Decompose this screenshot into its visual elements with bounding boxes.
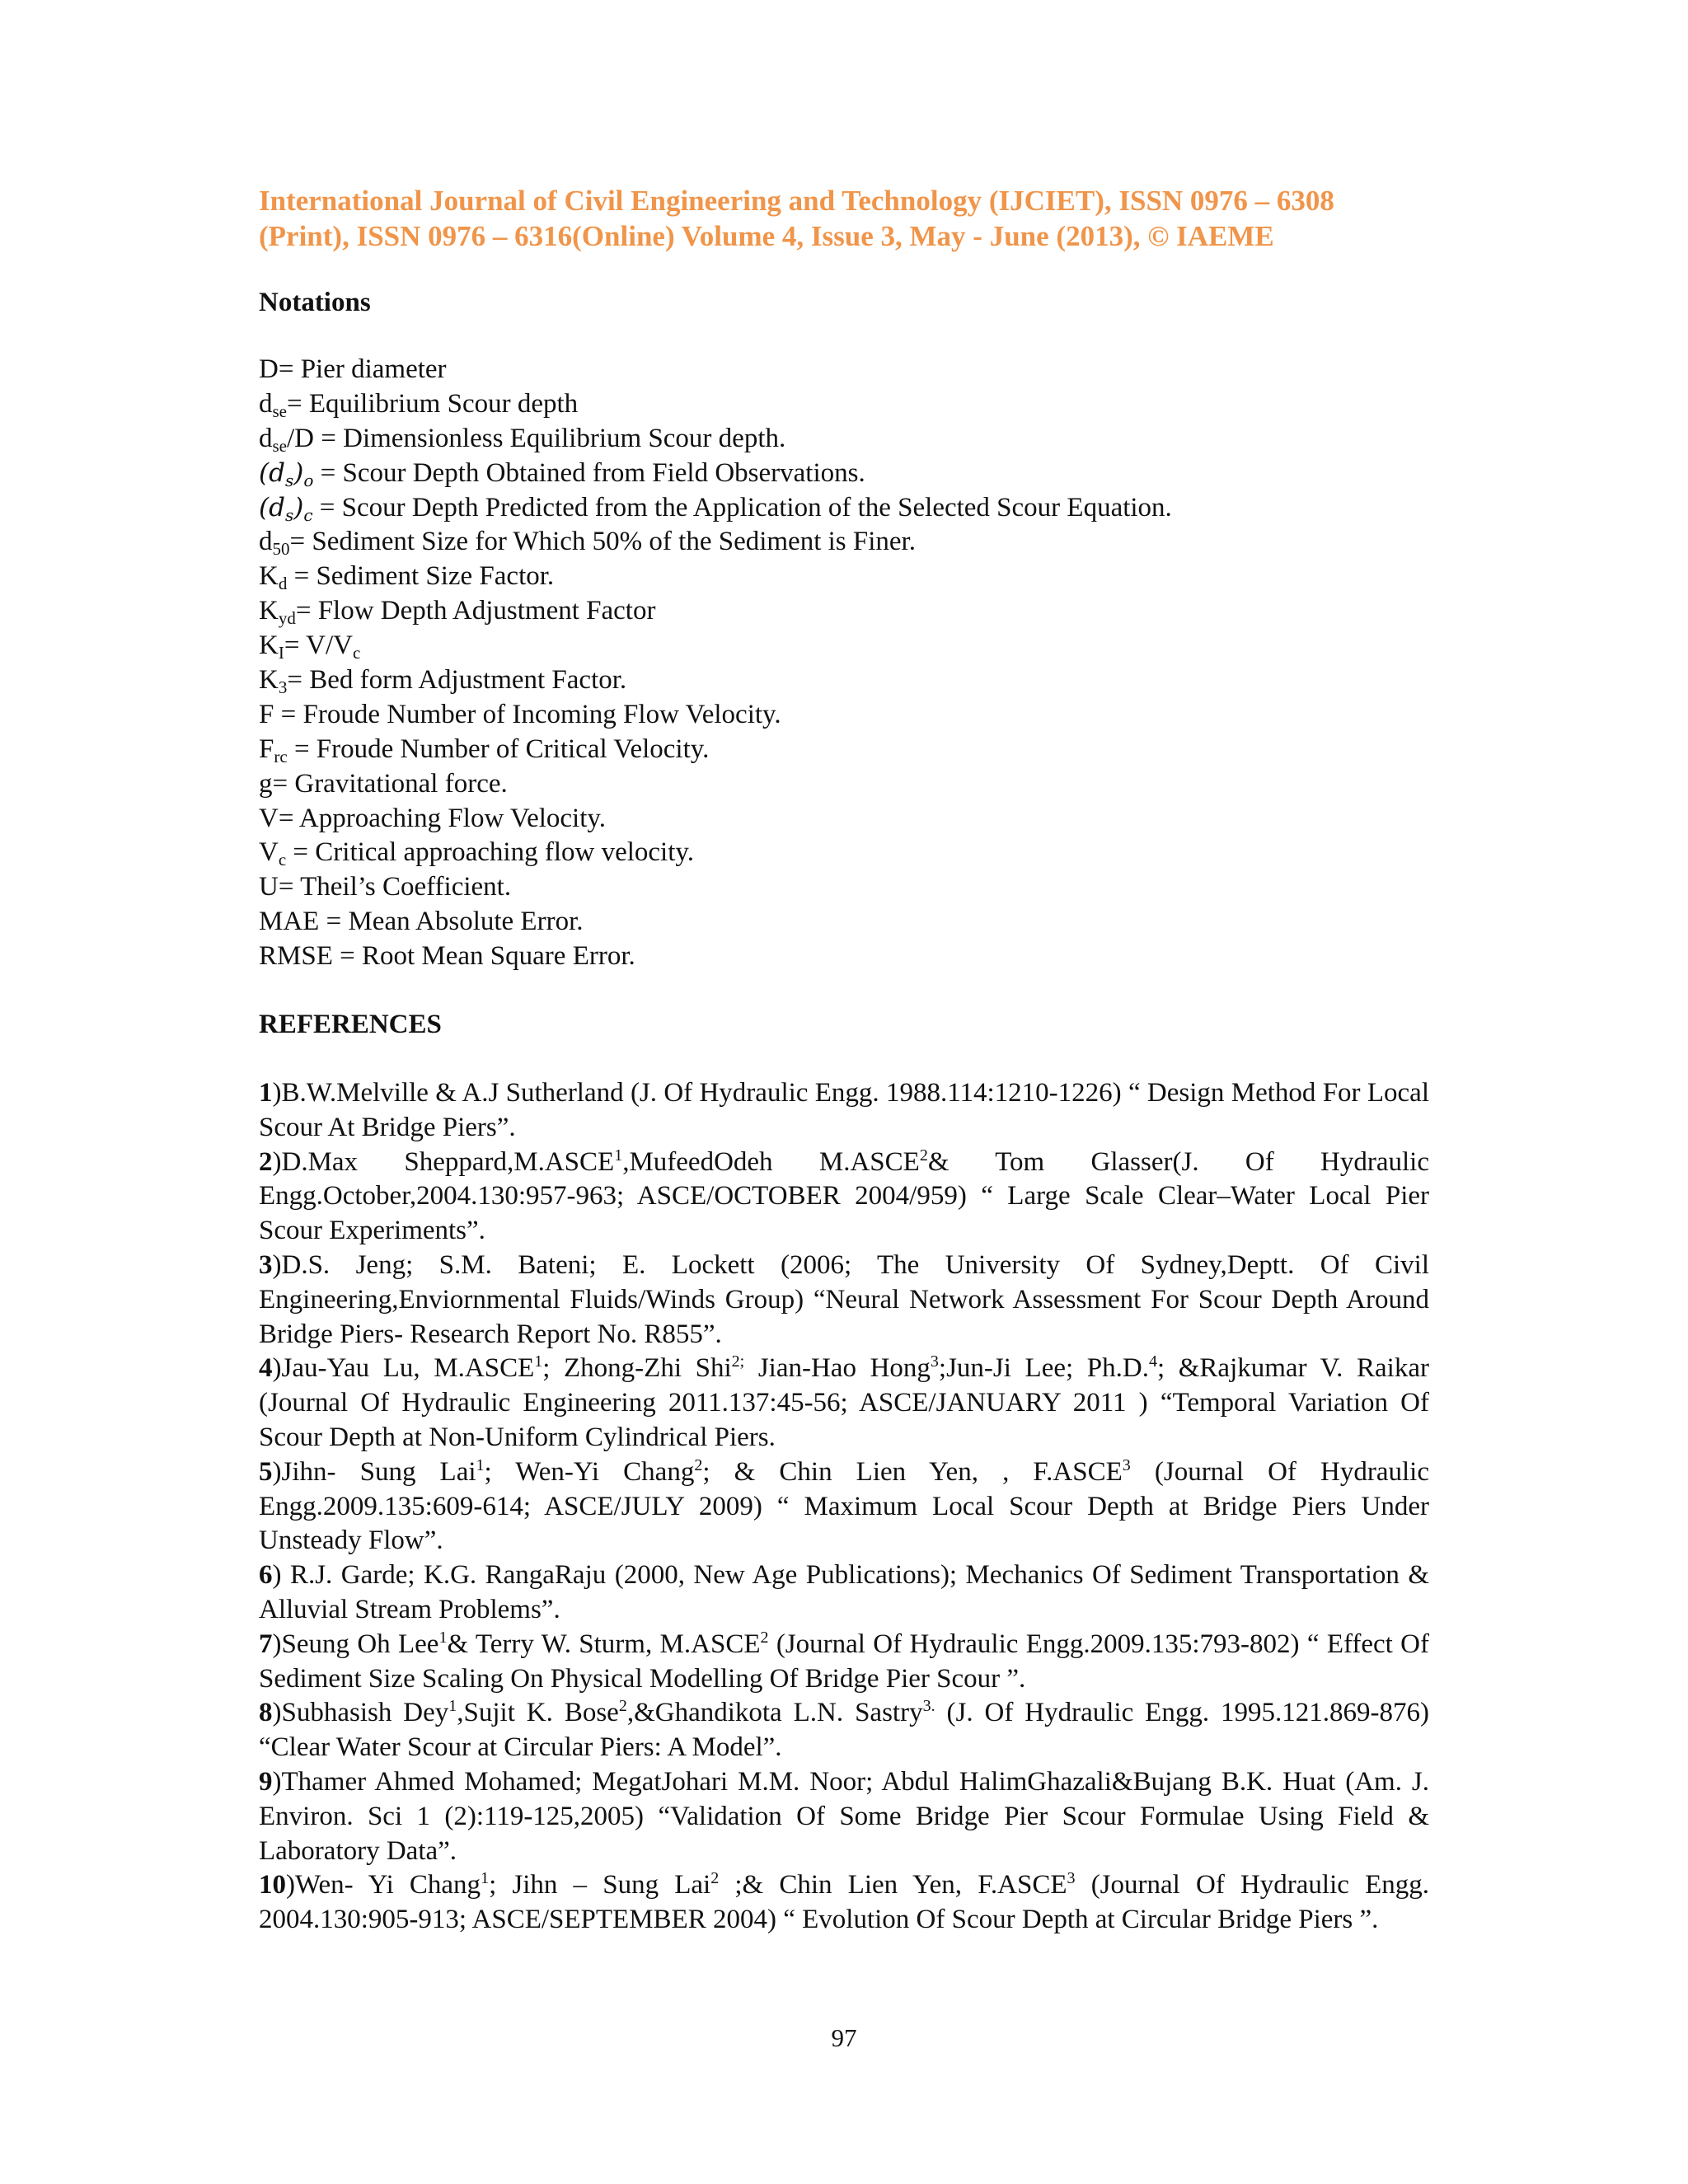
notation-definition: = Pier diameter [278,354,447,384]
reference-number: 10 [259,1870,286,1900]
notation-item [259,905,1429,940]
notation-definition: = Gravitational force. [272,768,508,799]
notation-item [259,594,1429,629]
notation-item [259,457,1429,491]
notation-definition: = Sediment Size Factor. [287,561,555,592]
reference-item: 8)Subhasish Dey$^1$,Sujit K. Bose$^2$,&Ghandikota L.N. Sastry$^{3.}$ (J. Of Hydraulic Engg. 1995.121.869-876) “Clear Water Scour at Circular Piers: A Model”. [259,1697,1429,1763]
notation-symbol: $d_{se}$ [259,388,287,421]
notation-symbol: $V_c$ [259,837,287,870]
notation-symbol: U [259,872,279,902]
notation-symbol: $d_{50}$ [259,527,290,560]
notation-symbol: $(d_s)_c$ [259,492,313,525]
reference-number: 8 [259,1698,273,1728]
notation-symbol: $K_d$ [259,561,288,594]
notation-item [259,353,1429,387]
notation-item [259,560,1429,594]
reference-number: 1 [259,1078,273,1108]
notation-symbol: V [259,803,279,833]
notation-definition: = Scour Depth Predicted from the Application of the Selected Scour Equation. [312,492,1172,523]
notation-definition: = Froude Number of Incoming Flow Velocity. [274,699,781,729]
reference-number: 3 [259,1249,273,1280]
reference-item: 2)D.Max Sheppard,M.ASCE$^1$,MufeedOdeh M.ASCE$^2$& Tom Glasser(J. Of Hydraulic Engg.October,2004.130:957-963; ASCE/OCTOBER 2004/959) “ Large Scale Clear–Water Local Pier Scour Experiments”. [259,1146,1429,1246]
notation-symbol: F [259,699,274,729]
notations-heading: Notations [259,288,371,317]
notation-symbol: RMSE [259,941,333,972]
reference-number: 4 [259,1353,273,1384]
notation-symbol: $d_{se}$ [259,423,287,456]
reference-number: 2 [259,1146,273,1177]
notation-item [259,525,1429,560]
reference-item: 6) R.J. Garde; K.G. RangaRaju (2000, New Age Publications); Mechanics Of Sediment Transportation & Alluvial Stream Problems”. [259,1560,1429,1624]
notation-item [259,767,1429,802]
notation-item: $K_I= V/V_c$ [259,630,361,663]
notation-symbol: MAE [259,907,320,937]
reference-number: 9 [259,1766,273,1797]
notation-symbol: D [259,354,279,384]
notation-item [259,836,1429,870]
reference-item: 5)Jihn- Sung Lai$^1$; Wen-Yi Chang$^2$; & Chin Lien Yen, , F.ASCE$^3$ (Journal Of Hydraulic Engg.2009.135:609-614; ASCE/JULY 2009) “ Maximum Local Scour Depth at Bridge Piers Under Unsteady Flow”. [259,1455,1429,1556]
notation-item [259,802,1429,837]
reference-number: 6 [259,1560,273,1591]
notation-symbol: $K_3$ [259,665,288,698]
notation-definition: /D = Dimensionless Equilibrium Scour depth. [287,423,786,453]
notation-definition: = Root Mean Square Error. [332,941,635,972]
references-list [259,1076,1429,1938]
page-number: 97 [831,2023,857,2052]
notation-definition: = Theil’s Coefficient. [278,872,512,902]
reference-number: 5 [259,1456,273,1487]
references-heading: REFERENCES [259,1010,442,1039]
reference-number: 7 [259,1629,273,1659]
reference-item: 7)Seung Oh Lee$^1$& Terry W. Sturm, M.ASCE$^2$ (Journal Of Hydraulic Engg.2009.135:793-802) “ Effect Of Sediment Size Scaling On Physical Modelling Of Bridge Pier Scour ”. [259,1628,1429,1694]
reference-item: 3)D.S. Jeng; S.M. Bateni; E. Lockett (2006; The University Of Sydney,Deptt. Of Civil Engineering,Enviornmental Fluids/Winds Group) “Neural Network Assessment For Scour Depth Around Bridge Piers- Research Report No. R855”. [259,1249,1429,1349]
notation-item [259,422,1429,457]
notation-symbol: $K_{yd}$ [259,596,296,629]
notations-list [259,353,1429,974]
notation-definition: = Scour Depth Obtained from Field Observations. [313,457,865,488]
notation-definition: = V/V [284,630,353,661]
notation-definition: = Equilibrium Scour depth [287,388,579,419]
notation-symbol: $K_I$ [259,630,284,663]
notation-item [259,387,1429,422]
notation-definition: = Critical approaching flow velocity. [286,837,694,868]
notation-item [259,663,1429,698]
journal-header-line-2: (Print), ISSN 0976 – 6316(Online) Volume 4, Issue 3, May - June (2013), © IAEME [259,220,1274,252]
notation-definition: = Bed form Adjustment Factor. [287,665,627,696]
reference-item: 4)Jau-Yau Lu, M.ASCE$^1$; Zhong-Zhi Shi$^{2;}$ Jian-Hao Hong$^3$;Jun-Ji Lee; Ph.D.$^4$; &Rajkumar V. Raikar (Journal Of Hydraulic Engineering 2011.137:45-56; ASCE/JANUARY 2011 ) “Temporal Variation Of Scour Depth at Non-Uniform Cylindrical Piers. [259,1352,1429,1452]
notation-symbol: $(d_s)_o$ [259,457,314,490]
reference-item: 9)Thamer Ahmed Mohamed; MegatJohari M.M. Noor; Abdul HalimGhazali&Bujang B.K. Huat (Am. J. Environ. Sci 1 (2):119-125,2005) “Validation Of Some Bridge Pier Scour Formulae Using Field & Laboratory Data”. [259,1766,1429,1866]
notation-definition: = Sediment Size for Which 50% of the Sediment is Finer. [289,527,916,557]
reference-item: 10)Wen- Yi Chang$^1$; Jihn – Sung Lai$^2$ ;& Chin Lien Yen, F.ASCE$^3$ (Journal Of Hydraulic Engg. 2004.130:905-913; ASCE/SEPTEMBER 2004) “ Evolution Of Scour Depth at Circular Bridge Piers ”. [259,1869,1429,1935]
journal-header-line-1: International Journal of Civil Engineering and Technology (IJCIET), ISSN 0976 – 6308 [259,185,1334,217]
reference-item: 1)B.W.Melville & A.J Sutherland (J. Of Hydraulic Engg. 1988.114:1210-1226) “ Design Method For Local Scour At Bridge Piers”. [259,1078,1429,1142]
notation-definition: = Approaching Flow Velocity. [278,803,607,833]
notation-symbol: $F_{rc}$ [259,733,288,766]
notation-definition: = Froude Number of Critical Velocity. [287,733,710,764]
notation-definition: = Flow Depth Adjustment Factor [295,596,656,626]
notation-item [259,733,1429,767]
journal-header [259,183,1429,254]
notation-item [259,870,1429,905]
notation-item [259,698,1429,733]
notation-item [259,491,1429,526]
notation-item [259,940,1429,974]
notation-definition: = Mean Absolute Error. [319,907,584,937]
notation-symbol: g [259,768,273,799]
